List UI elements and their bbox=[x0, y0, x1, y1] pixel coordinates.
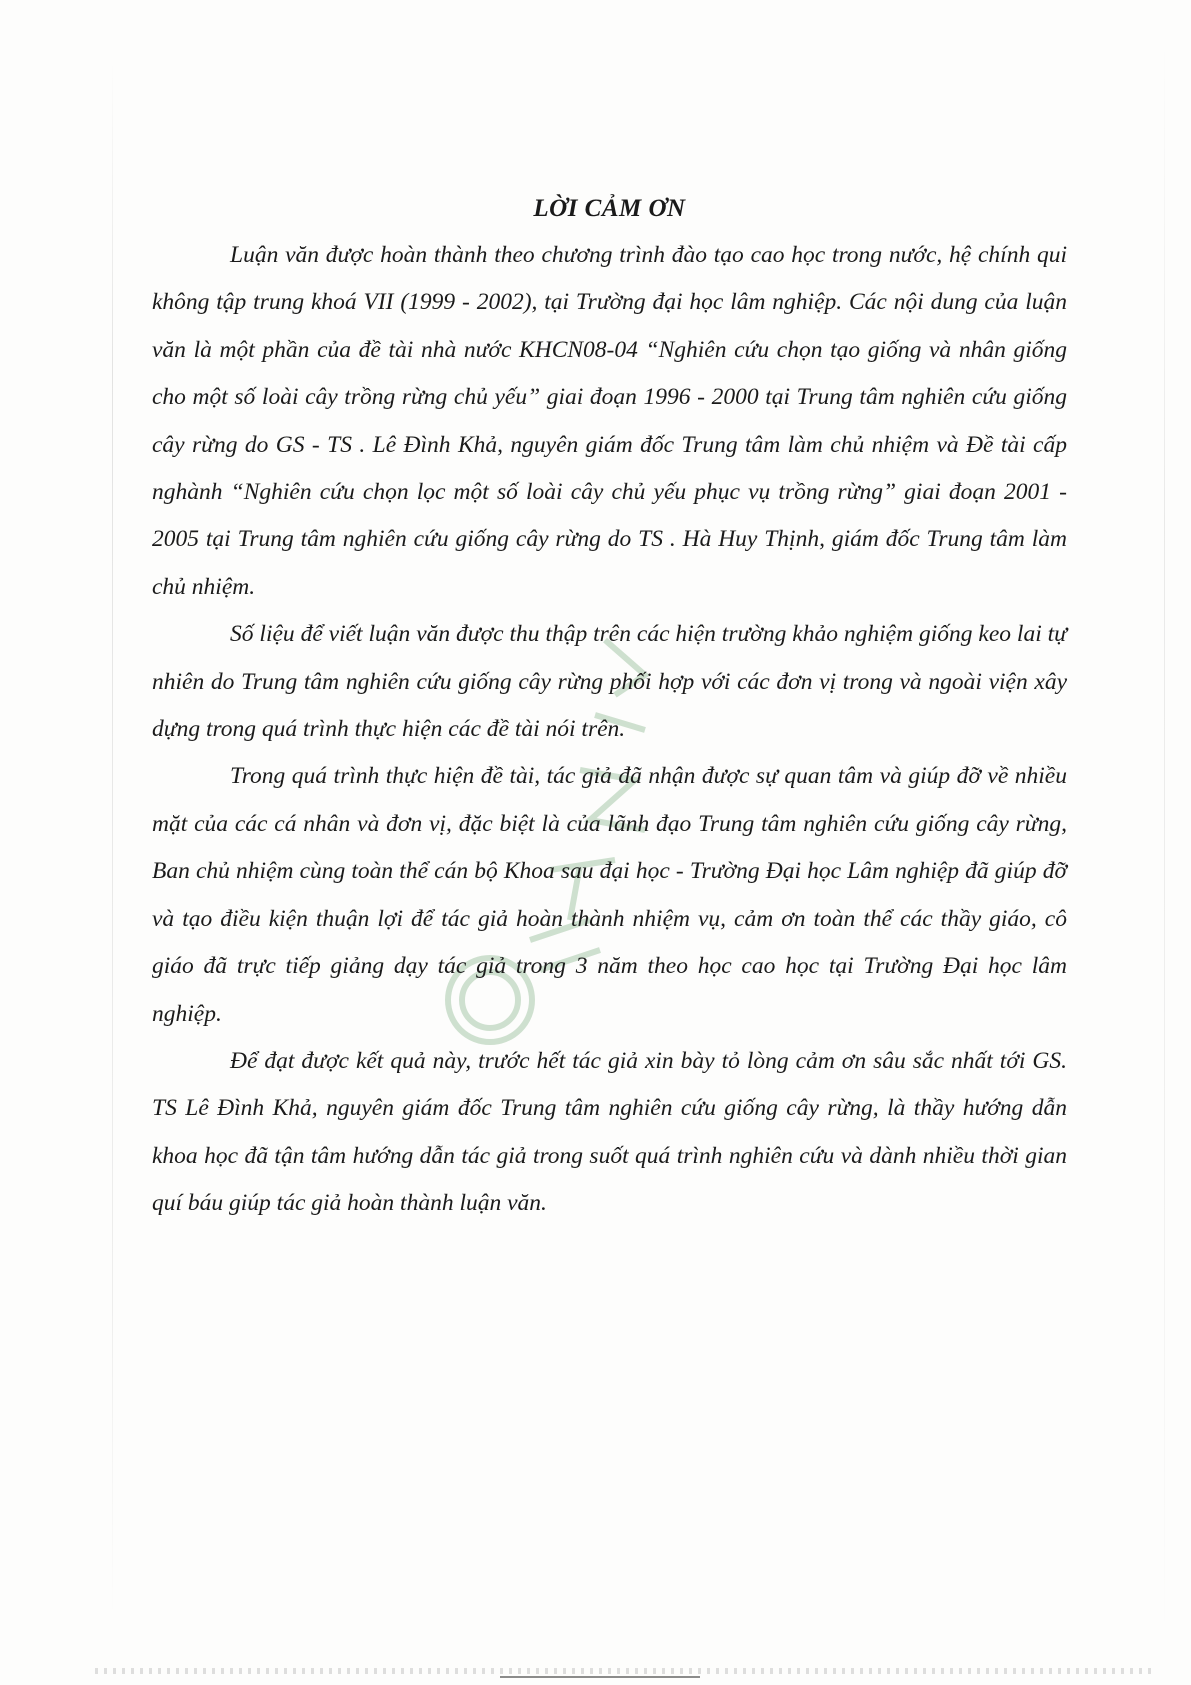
scan-edge-left bbox=[112, 60, 113, 1620]
scan-bottom-noise bbox=[95, 1668, 1151, 1674]
scan-edge-right bbox=[1164, 40, 1165, 1640]
page-title: LỜI CẢM ƠN bbox=[533, 195, 686, 222]
paragraph-3: Trong quá trình thực hiện đề tài, tác giả đã nhận được sự quan tâm và giúp đỡ về nhiều mặt của các cá nhân và đơn vị, đặc biệt là của lãnh đạo Trung tâm nghiên cứu giống cây rừng, Ban chủ nhiệm cùng toàn thể cán bộ Khoa sau đại học - Trường Đại học Lâm nghiệp đã giúp đỡ và tạo điều kiện thuận lợi để tác giả hoàn thành nhiệm vụ, cảm ơn toàn thể các thầy giáo, cô giáo đã trực tiếp giảng dạy tác giả trong 3 năm theo học cao học tại Trường Đại học lâm nghiệp. bbox=[152, 763, 1067, 1027]
acknowledgement-section bbox=[152, 190, 1067, 1228]
paragraph-2: Số liệu để viết luận văn được thu thập trên các hiện trường khảo nghiệm giống keo lai tự nhiên do Trung tâm nghiên cứu giống cây rừng phối hợp với các đơn vị trong và ngoài viện xây dựng trong quá trình thực hiện các đề tài nói trên. bbox=[152, 621, 1067, 743]
paragraph-1: Luận văn được hoàn thành theo chương trình đào tạo cao học trong nước, hệ chính qui không tập trung khoá VII (1999 - 2002), tại Trường đại học lâm nghiệp. Các nội dung của luận văn là một phần của đề tài nhà nước KHCN08-04 “Nghiên cứu chọn tạo giống và nhân giống cho một số loài cây trồng rừng chủ yếu” giai đoạn 1996 - 2000 tại Trung tâm nghiên cứu giống cây rừng do GS - TS . Lê Đình Khả, nguyên giám đốc Trung tâm làm chủ nhiệm và Đề tài cấp nghành “Nghiên cứu chọn lọc một số loài cây chủ yếu phục vụ trồng rừng” giai đoạn 2001 - 2005 tại Trung tâm nghiên cứu giống cây rừng do TS . Hà Huy Thịnh, giám đốc Trung tâm làm chủ nhiệm. bbox=[152, 242, 1067, 600]
scan-bottom-mark bbox=[500, 1676, 700, 1678]
paragraph-4: Để đạt được kết quả này, trước hết tác giả xin bày tỏ lòng cảm ơn sâu sắc nhất tới GS. TS Lê Đình Khả, nguyên giám đốc Trung tâm nghiên cứu giống cây rừng, là thầy hướng dẫn khoa học đã tận tâm hướng dẫn tác giả trong suốt quá trình nghiên cứu và dành nhiều thời gian quí báu giúp tác giả hoàn thành luận văn. bbox=[152, 1047, 1067, 1217]
